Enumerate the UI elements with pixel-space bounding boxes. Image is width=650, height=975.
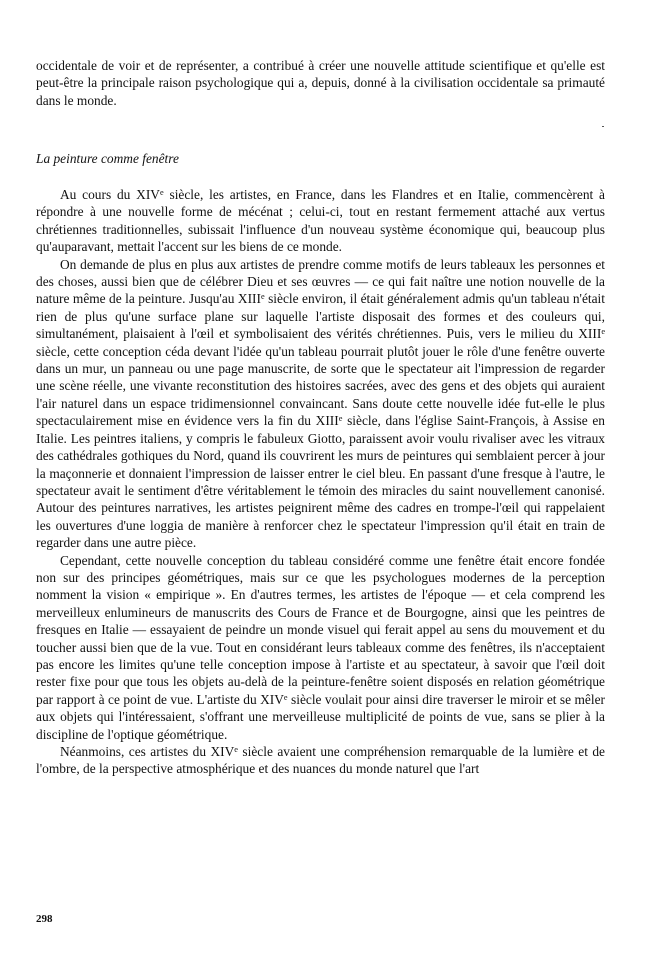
paragraph-3 <box>36 552 605 743</box>
paragraph-4-text-b: siècle avaient une compréhension remarquable de la lumière et de l'ombre, de la perspective atmosphérique et des nuances du monde naturel que l'art <box>36 744 605 777</box>
paragraph-3-text-a: Cependant, cette nouvelle conception du tableau considéré comme une fenêtre était encore fondée non sur des principes géométriques, mais sur ce que les psychologues modernes de la perception nomment la vision « empirique ». En d'autres termes, les artistes de l'époque — et cela comprend les merveilleux enlumineurs de manuscrits des Cours de France et de Bourgogne, ainsi que les peintres de fresques en Italie — essayaient de peindre un monde visuel qui ferait appel au sens du mouvement et du toucher aussi bien que de la vue. Tout en considérant leurs tableaux comme des fenêtres, ils n'acceptaient pas encore les limites qu'une telle conception impose à l'artiste et au spectateur, à savoir que l'œil doit rester fixe pour que tous les objets au-delà de la peinture-fenêtre soient disposés en relation géométrique par rapport à ce point de vue. L'artiste du XIV <box>36 552 605 707</box>
century-superscript: e <box>260 292 265 302</box>
section-body <box>36 186 605 778</box>
century-superscript: e <box>234 744 238 754</box>
century-superscript: e <box>159 187 164 197</box>
paragraph-2 <box>36 256 605 552</box>
paragraph-4-text-a: Néanmoins, ces artistes du XIV <box>60 744 235 759</box>
century-superscript: e <box>338 414 343 424</box>
century-superscript: e <box>601 327 605 337</box>
paragraph-4 <box>36 743 605 778</box>
paragraph-1-text-b: siècle, les artistes, en France, dans les Flandres et en Italie, commencèrent à répondre à une nouvelle forme de mécénat ; celui-ci, tout en restant fermement attaché aux vertus chrétiennes traditionnelles, subissait l'influence d'un nouveau système économique qui, beaucoup plus qu'auparavant, mettait l'accent sur les biens de ce monde. <box>36 187 605 255</box>
century-superscript: e <box>283 692 288 702</box>
book-page <box>36 0 605 975</box>
paragraph-1 <box>36 186 605 256</box>
paragraph-3-text-b: siècle voulait pour ainsi dire traverser le miroir et se mêler aux objets qui l'intéressaient, s'offrant une merveilleuse multiplicité de points de vue, sans se plier à la discipline de l'optique géométrique. <box>36 691 605 742</box>
paragraph-2-text-c: siècle, cette conception céda devant l'idée qu'un tableau pourrait plutôt jouer le rôle d'une fenêtre ouverte dans un mur, un panneau ou une page manuscrite, de sorte que le spectateur ait l'impression de regarder une scène réelle, une vivante reconstitution des histoires sacrées, avec des gens et des objets qui auraient l'air naturel dans un espace tridimensionnel convaincant. Sans doute cette nouvelle idée fut-elle le plus spectaculairement mise en évidence vers la fin du XIII <box>36 343 605 429</box>
margin-mark <box>602 126 604 127</box>
page-number: 298 <box>36 913 53 925</box>
paragraph-2-text-b: siècle environ, il était généralement admis qu'un tableau n'était rien de plus qu'une surface plane sur laquelle l'artiste disposait des formes et des couleurs qui, simultanément, plaisaient à l'œil et symbolisaient des vérités chrétiennes. Puis, vers le milieu du XIII <box>36 291 605 342</box>
paragraph-2-text-d: siècle, dans l'église Saint-François, à Assise en Italie. Les peintres italiens, y compris le fabuleux Giotto, paraissent avoir voulu rivaliser avec les vitraux des cathédrales gothiques du Nord, quand ils couvrirent les murs de peintures qui semblaient percer à jour la maçonnerie et donnaient l'impression de laisser entrer le ciel bleu. En passant d'une fresque à l'autre, le spectateur avait le sentiment d'être véritablement le témoin des miracles du saint nouvellement canonisé. Autour des peintures narratives, les artistes peignirent même des cadres en trompe-l'œil qui rappelaient les ouvertures d'une loggia de manière à renforcer chez le spectateur l'impression qu'il était en train de regarder dans une autre pièce. <box>36 413 606 551</box>
paragraph-1-text-a: Au cours du XIV <box>60 187 160 202</box>
section-heading: La peinture comme fenêtre <box>36 151 179 166</box>
paragraph-2-text-a: On demande de plus en plus aux artistes de prendre comme motifs de leurs tableaux les personnes et des choses, aussi bien que de célébrer Dieu et ses œuvres — ce qui fait naître une notion nouvelle de la nature même de la peinture. Jusqu'au XIII <box>36 256 605 307</box>
intro-paragraph: occidentale de voir et de représenter, a contribué à créer une nouvelle attitude scientifique et qu'elle est peut-être la principale raison psychologique qui a, depuis, donné à la civilisation occidentale sa primauté dans le monde. <box>36 58 605 108</box>
